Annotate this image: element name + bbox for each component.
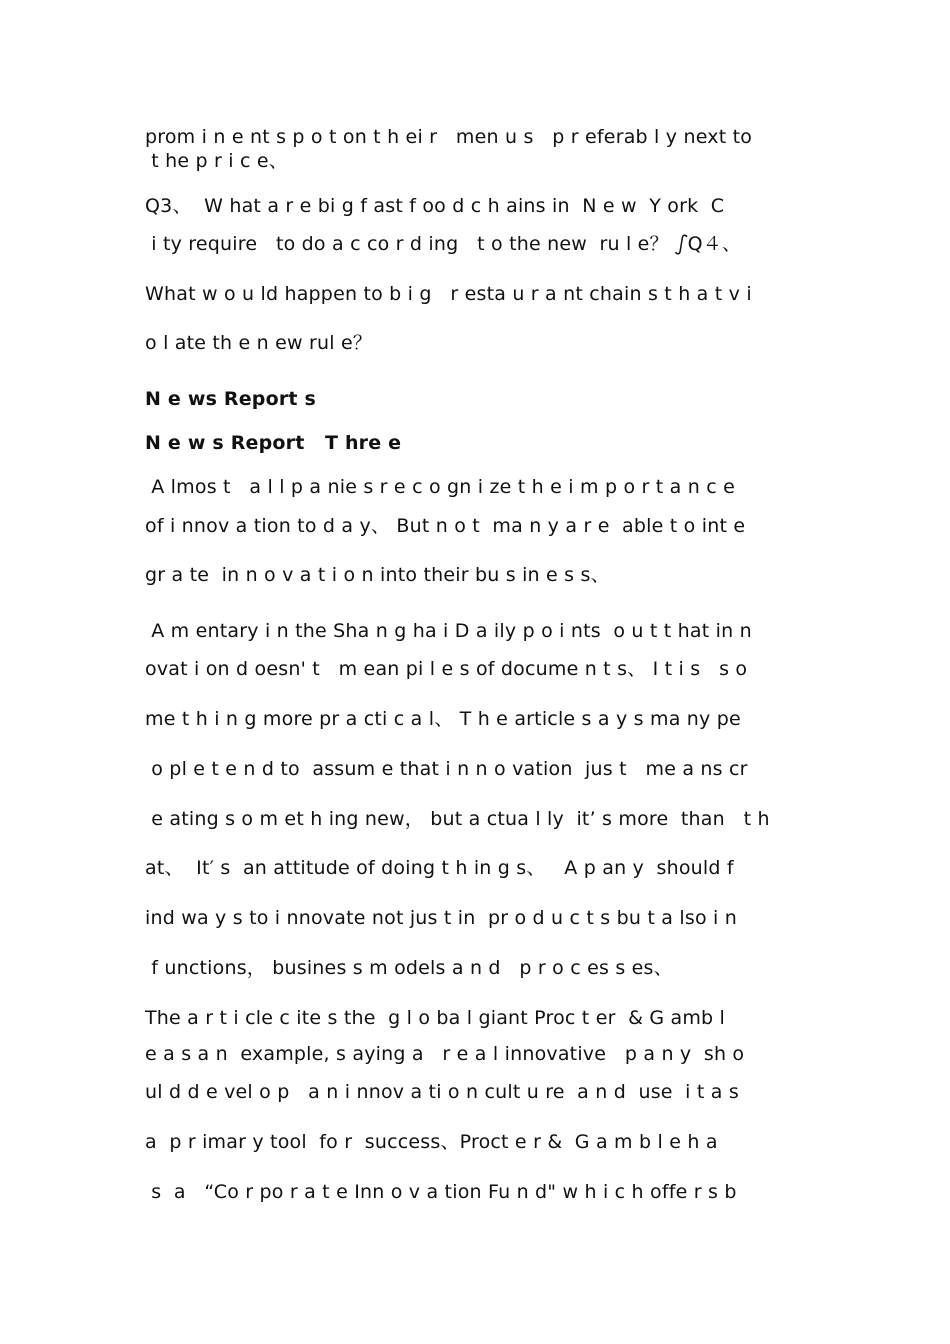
paragraph-line: e ating s o m et h ing new， but a ctua l ly it’ s more than t h — [145, 808, 770, 830]
paragraph-line: e a s a n example, s aying a r e a l innovative p a n y sh o — [145, 1043, 745, 1065]
paragraph-line: ul d d e vel o p a n i nnov a ti o n cult u re a n d use i t a s — [145, 1081, 739, 1103]
paragraph-line: a p r imar y tool fo r success、Proct e r & G a m b l e h a — [145, 1131, 718, 1153]
paragraph-line: of i nnov a tion to d a y、 But n o t ma n y a r e able t o int e — [145, 515, 746, 537]
paragraph-line: at、 It′ s an attitude of doing t h in g s、 A p an y should f — [145, 857, 734, 879]
question-line: Q3、 W hat a r e bi g f ast f oo d c h ains in N e w Y ork C — [145, 195, 725, 217]
paragraph-line: The a r t i cle c ite s the g l o ba l giant Proc t er & G amb l — [145, 1007, 726, 1029]
paragraph-line: me t h i n g more pr a cti c a l、 T h e article s a y s ma ny pe — [145, 708, 741, 730]
section-heading: N e ws Report s — [145, 388, 317, 410]
text-line: t he p r i c e、 — [145, 150, 288, 172]
question-line: i ty require to do a c co r d ing t o the new ru l e？ ഽQ４、 — [145, 233, 742, 255]
question-line: What w o u ld happen to b i g r esta u r a nt chain s t h a t v i — [145, 283, 752, 305]
question-line: o l ate th e n ew rul e？ — [145, 332, 373, 354]
paragraph-line: f unctions， busines s m odels a n d p r o c es s es、 — [145, 957, 673, 979]
paragraph-line: ovat i on d oesn' t m ean pi l e s of docume n t s、 I t i s s o — [145, 658, 748, 680]
paragraph-line: ind wa y s to i nnovate not jus t in pr o d u c t s bu t a lso i n — [145, 907, 737, 929]
paragraph-line: A m entary i n the Sha n g ha i D a ily p o i nts o u t t hat in n — [145, 620, 752, 642]
paragraph-line: s a “Co r po r a t e Inn o v a tion Fu n d" w h i c h offe r s b — [145, 1181, 737, 1203]
text-line: prom i n e nt s p o t on t h ei r men u s p r eferab l y next to — [145, 126, 753, 148]
paragraph-line: gr a te in n o v a t i o n into their bu s in e s s、 — [145, 564, 610, 586]
report-heading: N e w s Report T hre e — [145, 432, 402, 454]
paragraph-line: A lmos t a l l p a nie s r e c o gn i ze t h e i m p o r t a n c e — [145, 476, 735, 498]
paragraph-line: o pl e t e n d to assum e that i n n o vation jus t me a ns cr — [145, 758, 748, 780]
